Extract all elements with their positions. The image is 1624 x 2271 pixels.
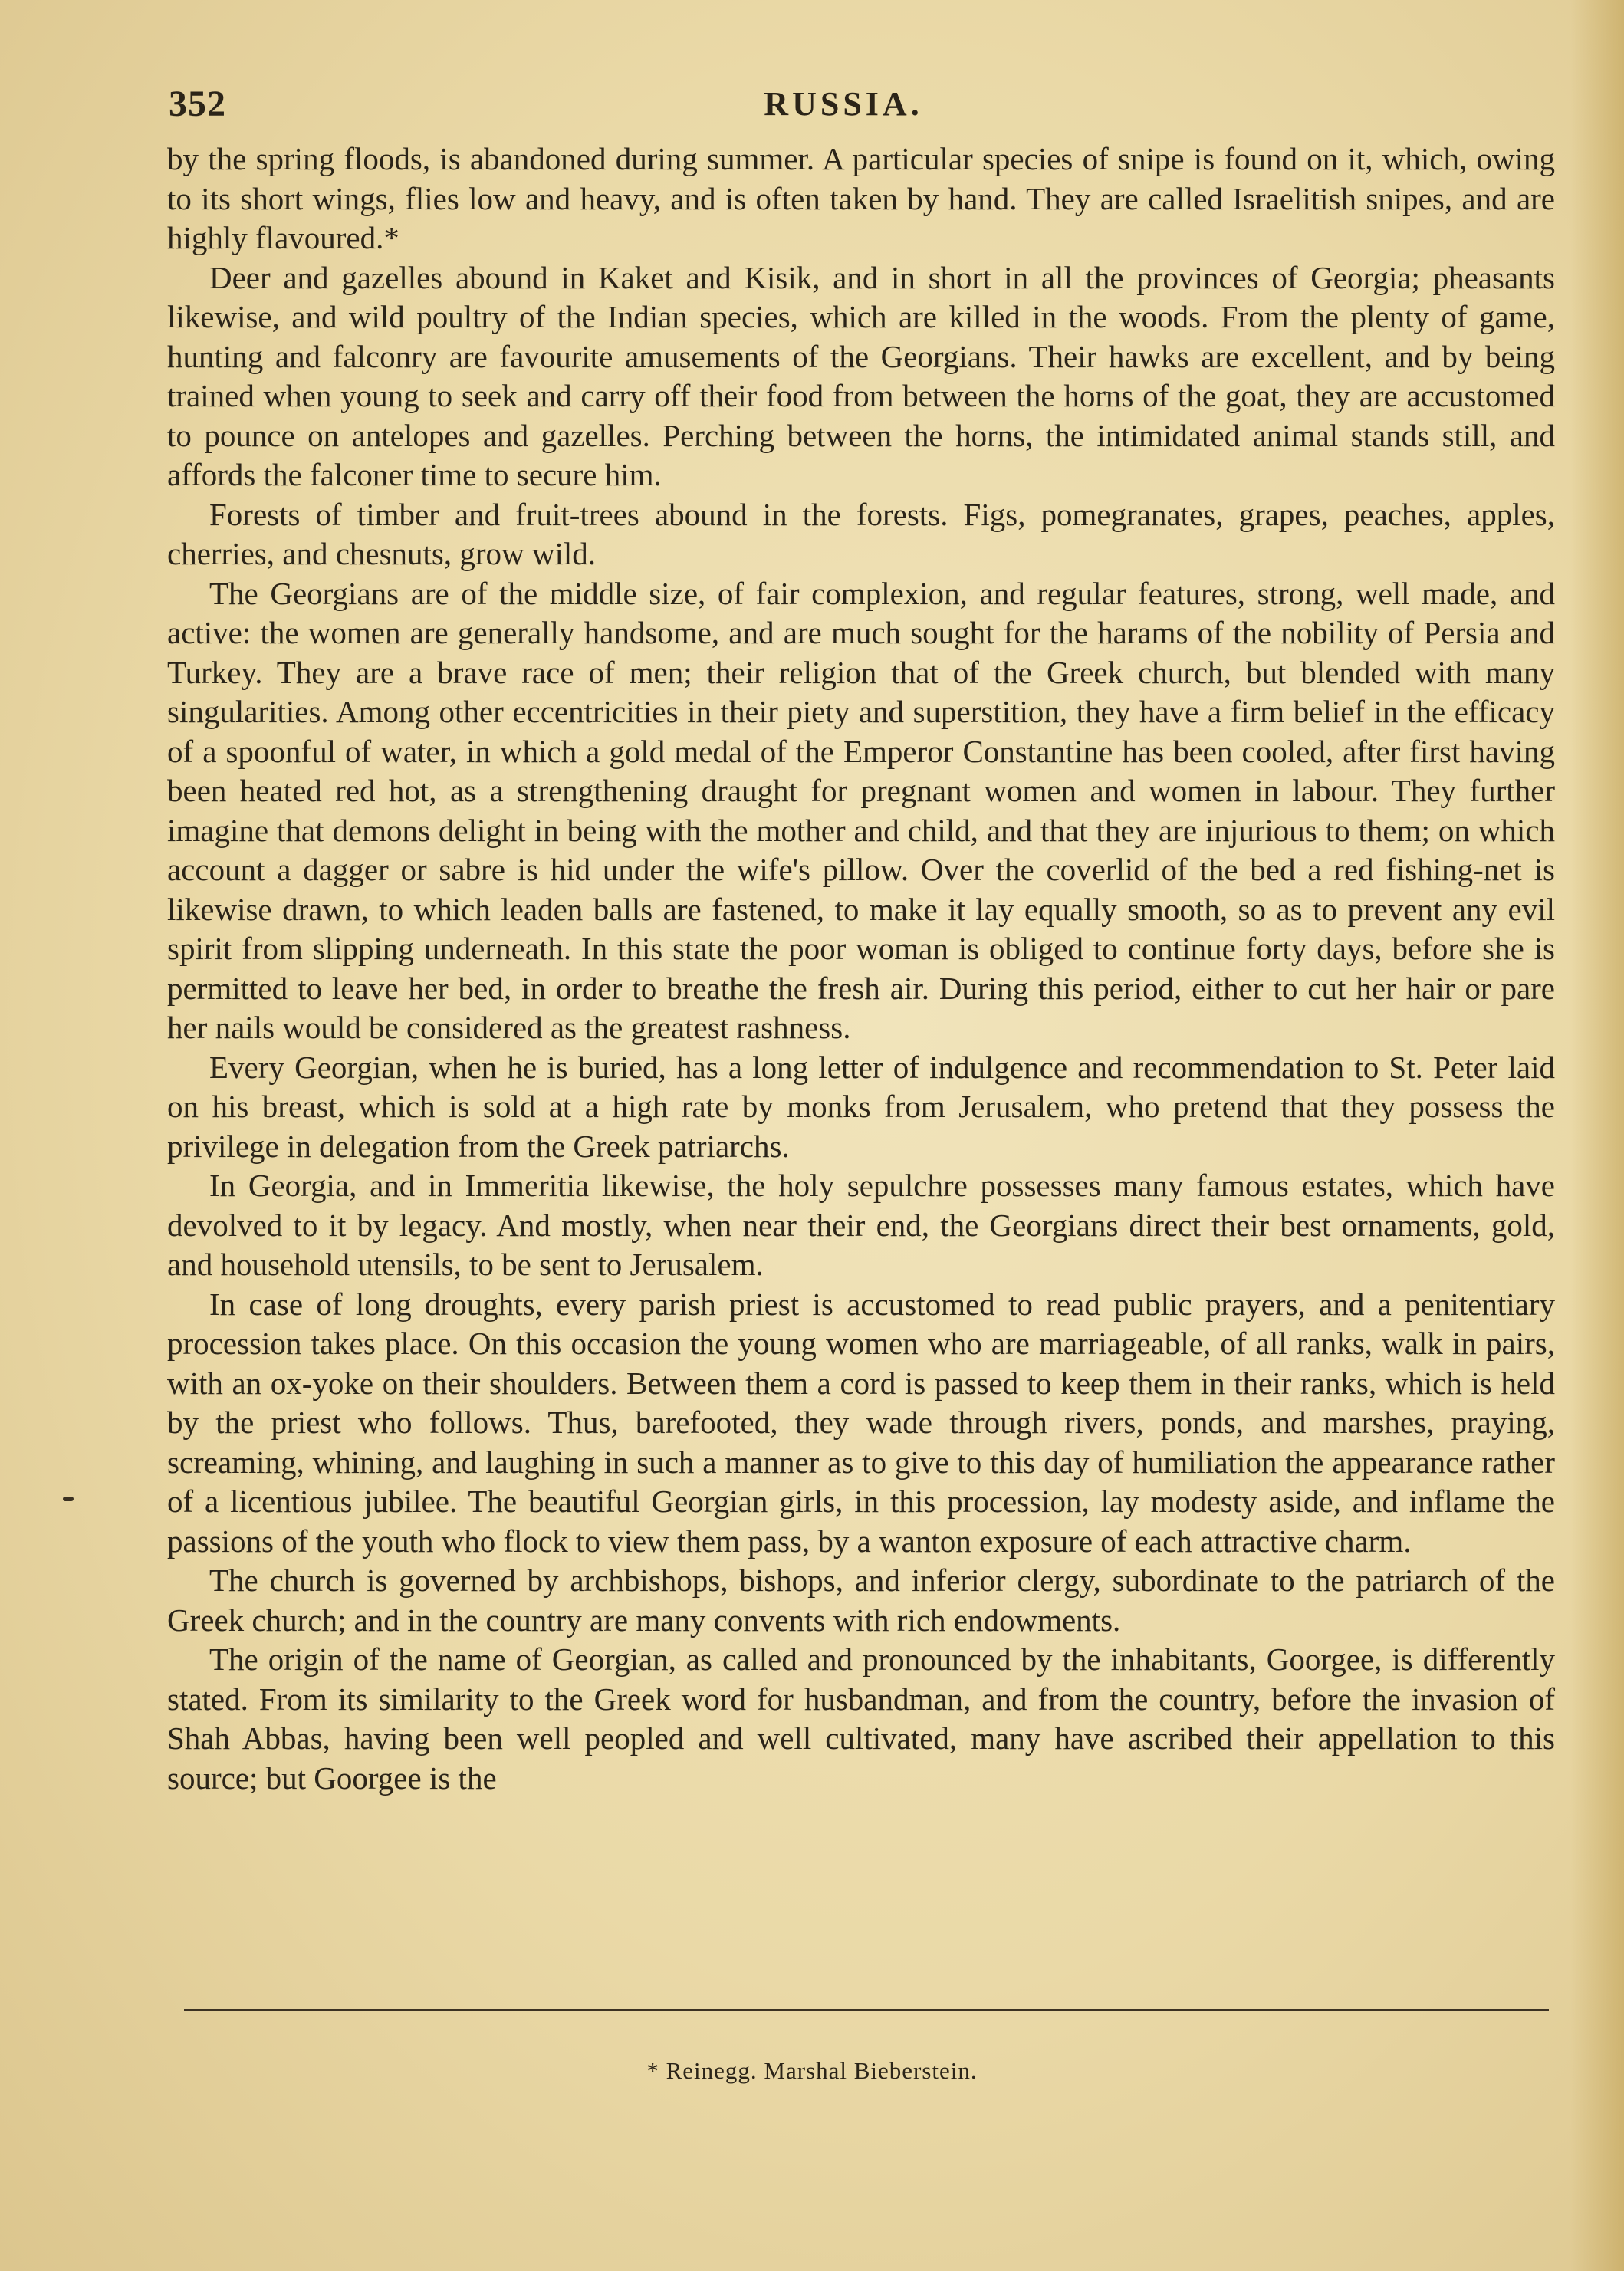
paragraph: In Georgia, and in Immeritia likewise, the holy sepulchre possesses many famous estates, which have devolved to it by legacy. And mostly, when near their end, the Georgians direct their best ornaments, gold, and household utensils, to be sent to Jerusalem.	[167, 1168, 1555, 1282]
body-text	[167, 140, 1555, 1798]
paragraph: by the spring floods, is abandoned during summer. A particular species of snipe is found on it, which, owing to its short wings, flies low and heavy, and is often taken by hand. They are called Israelitish snipes, and are highly flavoured.*	[167, 141, 1555, 255]
running-head	[138, 83, 1549, 129]
paragraph: The church is governed by archbishops, bishops, and inferior clergy, subordinate to the patriarch of the Greek church; and in the country are many convents with rich endowments.	[167, 1563, 1555, 1638]
footnote-rule	[184, 2009, 1549, 2011]
paragraph: Forests of timber and fruit-trees abound in the forests. Figs, pomegranates, grapes, peaches, apples, cherries, and chesnuts, grow wild.	[167, 496, 1555, 571]
running-title: RUSSIA.	[764, 85, 923, 123]
ink-mark	[63, 1497, 74, 1501]
page-number: 352	[169, 84, 226, 124]
page-edge-shading	[1570, 0, 1624, 2271]
paragraph: The Georgians are of the middle size, of fair complexion, and regular features, strong, well made, and active: the women are generally handsome, and are much sought for the harams of the nobility of Persia and Turkey. They are a brave race of men; their religion that of the Greek church, but blended with many singularities. Among other eccentricities in their piety and superstition, they have a firm belief in the efficacy of a spoonful of water, in which a gold medal of the Emperor Constantine has been cooled, after first having been heated red hot, as a strengthening draught for pregnant women and women in labour. They further imagine that demons delight in being with the mother and child, and that they are injurious to them; on which account a dagger or sabre is hid under the wife's pillow. Over the coverlid of the bed a red fishing-net is likewise drawn, to which leaden balls are fastened, to make it lay equally smooth, so as to prevent any evil spirit from slipping underneath. In this state the poor woman is obliged to continue forty days, before she is permitted to leave her bed, in order to breathe the fresh air. During this period, either to cut her hair or pare her nails would be considered as the greatest rashness.	[167, 575, 1555, 1045]
paragraph: In case of long droughts, every parish priest is accustomed to read public prayers, and a penitentiary procession takes place. On this occasion the young women who are marriageable, of all ranks, walk in pairs, with an ox-yoke on their shoulders. Between them a cord is passed to keep them in their ranks, which is held by the priest who follows. Thus, barefooted, they wade through rivers, ponds, and marshes, praying, screaming, whining, and laughing in such a manner as to give to this day of humiliation the appearance rather of a licentious jubilee. The beautiful Georgian girls, in this procession, lay modesty aside, and inflame the passions of the youth who flock to view them pass, by a wanton exposure of each attractive charm.	[167, 1286, 1555, 1559]
paragraph: The origin of the name of Georgian, as called and pronounced by the inhabitants, Goorgee, is differently stated. From its similarity to the Greek word for husbandman, and from the country, before the invasion of Shah Abbas, having been well peopled and well cultivated, many have ascribed their appellation to this source; but Goorgee is the	[167, 1642, 1555, 1796]
footnote: * Reinegg. Marshal Bieberstein.	[646, 2057, 978, 2084]
paragraph: Deer and gazelles abound in Kaket and Kisik, and in short in all the provinces of Georgia; pheasants likewise, and wild poultry of the Indian species, which are killed in the woods. From the plenty of game, hunting and falconry are favourite amusements of the Georgians. Their hawks are excellent, and by being trained when young to seek and carry off their food from between the horns of the goat, they are accustomed to pounce on antelopes and gazelles. Perching between the horns, the intimidated animal stands still, and affords the falconer time to secure him.	[167, 259, 1555, 492]
paragraph: Every Georgian, when he is buried, has a long letter of indulgence and recommendation to St. Peter laid on his breast, which is sold at a high rate by monks from Jerusalem, who pretend that they possess the privilege in delegation from the Greek patriarchs.	[167, 1049, 1555, 1164]
